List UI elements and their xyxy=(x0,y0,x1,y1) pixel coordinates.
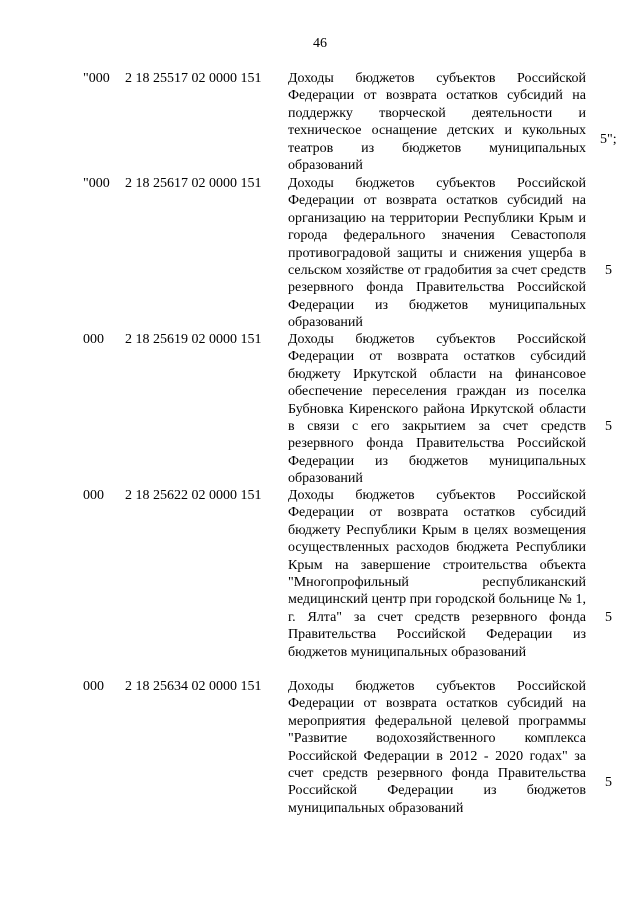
budget-classification-code: 2 18 25517 02 0000 151 xyxy=(125,71,262,86)
standard-value: 5 xyxy=(605,263,612,278)
budget-classification-code: 2 18 25634 02 0000 151 xyxy=(125,679,262,694)
income-description: Доходы бюджетов субъектов Российской Федерации от возврата остатков субсидий бюджету Иркутской области на финансовое обеспечение переселения граждан из поселка Бубновка Киренского района Иркутской области в связи с его закрытием за счет средств резервного фонда Правительства Российской Федерации из бюджетов муниципальных образований xyxy=(288,332,586,487)
standard-value: 5"; xyxy=(600,132,617,147)
standard-value: 5 xyxy=(605,775,612,790)
budget-classification-code: 2 18 25622 02 0000 151 xyxy=(125,488,262,503)
budget-classification-code: 2 18 25619 02 0000 151 xyxy=(125,332,262,347)
budget-classification-code: 2 18 25617 02 0000 151 xyxy=(125,176,262,191)
income-description: Доходы бюджетов субъектов Российской Федерации от возврата остатков субсидий на организацию на территории Республики Крым и города федерального значения Севастополя противоградовой защиты и снижения ущерба в сельском хозяйстве от градобития за счет средств резервного фонда Правительства Российской Федерации из бюджетов муниципальных образований xyxy=(288,176,586,331)
administrator-code: 000 xyxy=(83,332,104,347)
administrator-code: 000 xyxy=(83,488,104,503)
income-description: Доходы бюджетов субъектов Российской Федерации от возврата остатков субсидий бюджету Республики Крым в целях возмещения осуществленных расходов бюджета Республики Крым на завершение строительства объекта "Многопрофильный республиканский медицинский центр при городской больнице № 1, г. Ялта" за счет средств резервного фонда Правительства Российской Федерации из бюджетов муниципальных образований xyxy=(288,488,586,660)
income-description: Доходы бюджетов субъектов Российской Федерации от возврата остатков субсидий на поддержку творческой деятельности и техническое оснащение детских и кукольных театров из бюджетов муниципальных образований xyxy=(288,71,586,174)
income-description: Доходы бюджетов субъектов Российской Федерации от возврата остатков субсидий на мероприятия федеральной целевой программы "Развитие водохозяйственного комплекса Российской Федерации в 2012 - 2020 годах" за счет средств резервного фонда Правительства Российской Федерации из бюджетов муниципальных образований xyxy=(288,679,586,816)
administrator-code: "000 xyxy=(83,71,110,86)
standard-value: 5 xyxy=(605,610,612,625)
standard-value: 5 xyxy=(605,419,612,434)
page-number: 46 xyxy=(313,36,327,51)
administrator-code: 000 xyxy=(83,679,104,694)
administrator-code: "000 xyxy=(83,176,110,191)
